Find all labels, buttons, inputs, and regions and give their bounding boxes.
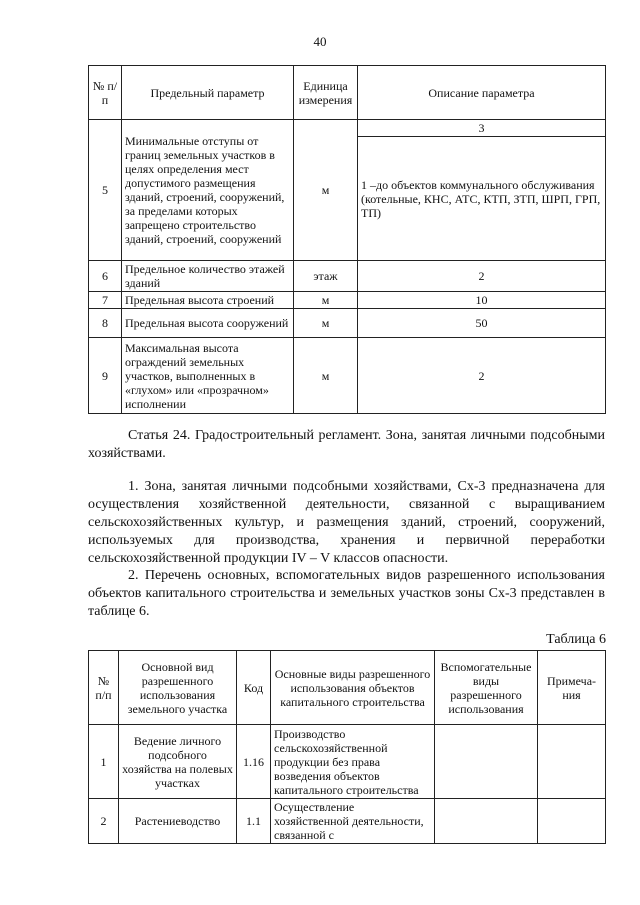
row-code: 1.16 bbox=[237, 725, 271, 799]
row-unit: м bbox=[294, 292, 358, 309]
table-row bbox=[89, 338, 606, 414]
row-num: 5 bbox=[89, 120, 122, 261]
header-unit: Единица измерения bbox=[294, 66, 358, 120]
table-caption: Таблица 6 bbox=[546, 632, 606, 647]
row-desc: 10 bbox=[358, 292, 606, 309]
row-param: Предельная высота строений bbox=[122, 292, 294, 309]
row-param: Предельная высота сооружений bbox=[122, 309, 294, 338]
row-unit: этаж bbox=[294, 261, 358, 292]
row-desc: 50 bbox=[358, 309, 606, 338]
row-param: Максимальная высота ограждений земельных участков, выполненных в «глухом» или «прозрачном» исполнении bbox=[122, 338, 294, 414]
row-desc: 2 bbox=[358, 338, 606, 414]
row-num: 1 bbox=[89, 725, 119, 799]
row-main: Осуществление хозяйственной деятельности, связанной с bbox=[271, 799, 435, 844]
row-aux bbox=[435, 725, 538, 799]
header-code: Код bbox=[237, 651, 271, 725]
row-desc: 2 bbox=[358, 261, 606, 292]
header-num: № п/п bbox=[89, 651, 119, 725]
header-description: Описание параметра bbox=[358, 66, 606, 120]
table-row bbox=[89, 261, 606, 292]
table-row bbox=[89, 799, 606, 844]
header-num: № п/п bbox=[89, 66, 122, 120]
row-num: 7 bbox=[89, 292, 122, 309]
row-aux bbox=[435, 799, 538, 844]
article-heading: Статья 24. Градостроительный регламент. Зона, занятая личными подсобными хозяйствами. bbox=[88, 428, 605, 461]
row-note bbox=[538, 725, 606, 799]
row-code: 1.1 bbox=[237, 799, 271, 844]
header-main-uses: Основные виды разрешенного использования объектов капитального строительства bbox=[271, 651, 435, 725]
row-unit: м bbox=[294, 338, 358, 414]
header-notes: Примеча-ния bbox=[538, 651, 606, 725]
row-num: 2 bbox=[89, 799, 119, 844]
header-main-type: Основной вид разрешенного использования земельного участка bbox=[119, 651, 237, 725]
row-param: Предельное количество этажей зданий bbox=[122, 261, 294, 292]
land-use-table bbox=[88, 650, 606, 844]
row-type: Ведение личного подсобного хозяйства на полевых участках bbox=[119, 725, 237, 799]
row-unit: м bbox=[294, 309, 358, 338]
paragraph-2: 2. Перечень основных, вспомогательных видов разрешенного использования объектов капитального строительства и земельных участков зоны Сх-3 представлен в таблице 6. bbox=[88, 568, 605, 619]
row-num: 8 bbox=[89, 309, 122, 338]
row-desc-detail: 1 –до объектов коммунального обслуживания (котельные, КНС, АТС, КТП, ЗТП, ШРП, ГРП, ТП) bbox=[358, 137, 606, 261]
row-note bbox=[538, 799, 606, 844]
row-num: 9 bbox=[89, 338, 122, 414]
table-row bbox=[89, 120, 606, 137]
page-number: 40 bbox=[313, 34, 327, 49]
table-row bbox=[89, 309, 606, 338]
row-num: 6 bbox=[89, 261, 122, 292]
row-unit: м bbox=[294, 120, 358, 261]
row-param: Минимальные отступы от границ земельных участков в целях определения мест допустимого размещения зданий, строений, сооружений, за пределами которых запрещено строительство зданий, строений, сооружений bbox=[122, 120, 294, 261]
header-parameter: Предельный параметр bbox=[122, 66, 294, 120]
row-type: Растениеводство bbox=[119, 799, 237, 844]
row-main: Производство сельскохозяйственной продукции без права возведения объектов капитального строительства bbox=[271, 725, 435, 799]
header-aux-uses: Вспомогательные виды разрешенного использования bbox=[435, 651, 538, 725]
paragraph-1: 1. Зона, занятая личными подсобными хозяйствами, Сх-3 предназначена для осуществления хозяйственной деятельности, связанной с выращиванием сельскохозяйственных культур, и размещения зданий, строений, сооружений, используемых для производства, хранения и первичной переработки сельскохозяйственной продукции IV – V классов опасности. bbox=[88, 479, 605, 566]
table-row bbox=[89, 725, 606, 799]
row-desc-value: 3 bbox=[358, 120, 606, 137]
parameters-table bbox=[88, 65, 606, 414]
table-row bbox=[89, 292, 606, 309]
